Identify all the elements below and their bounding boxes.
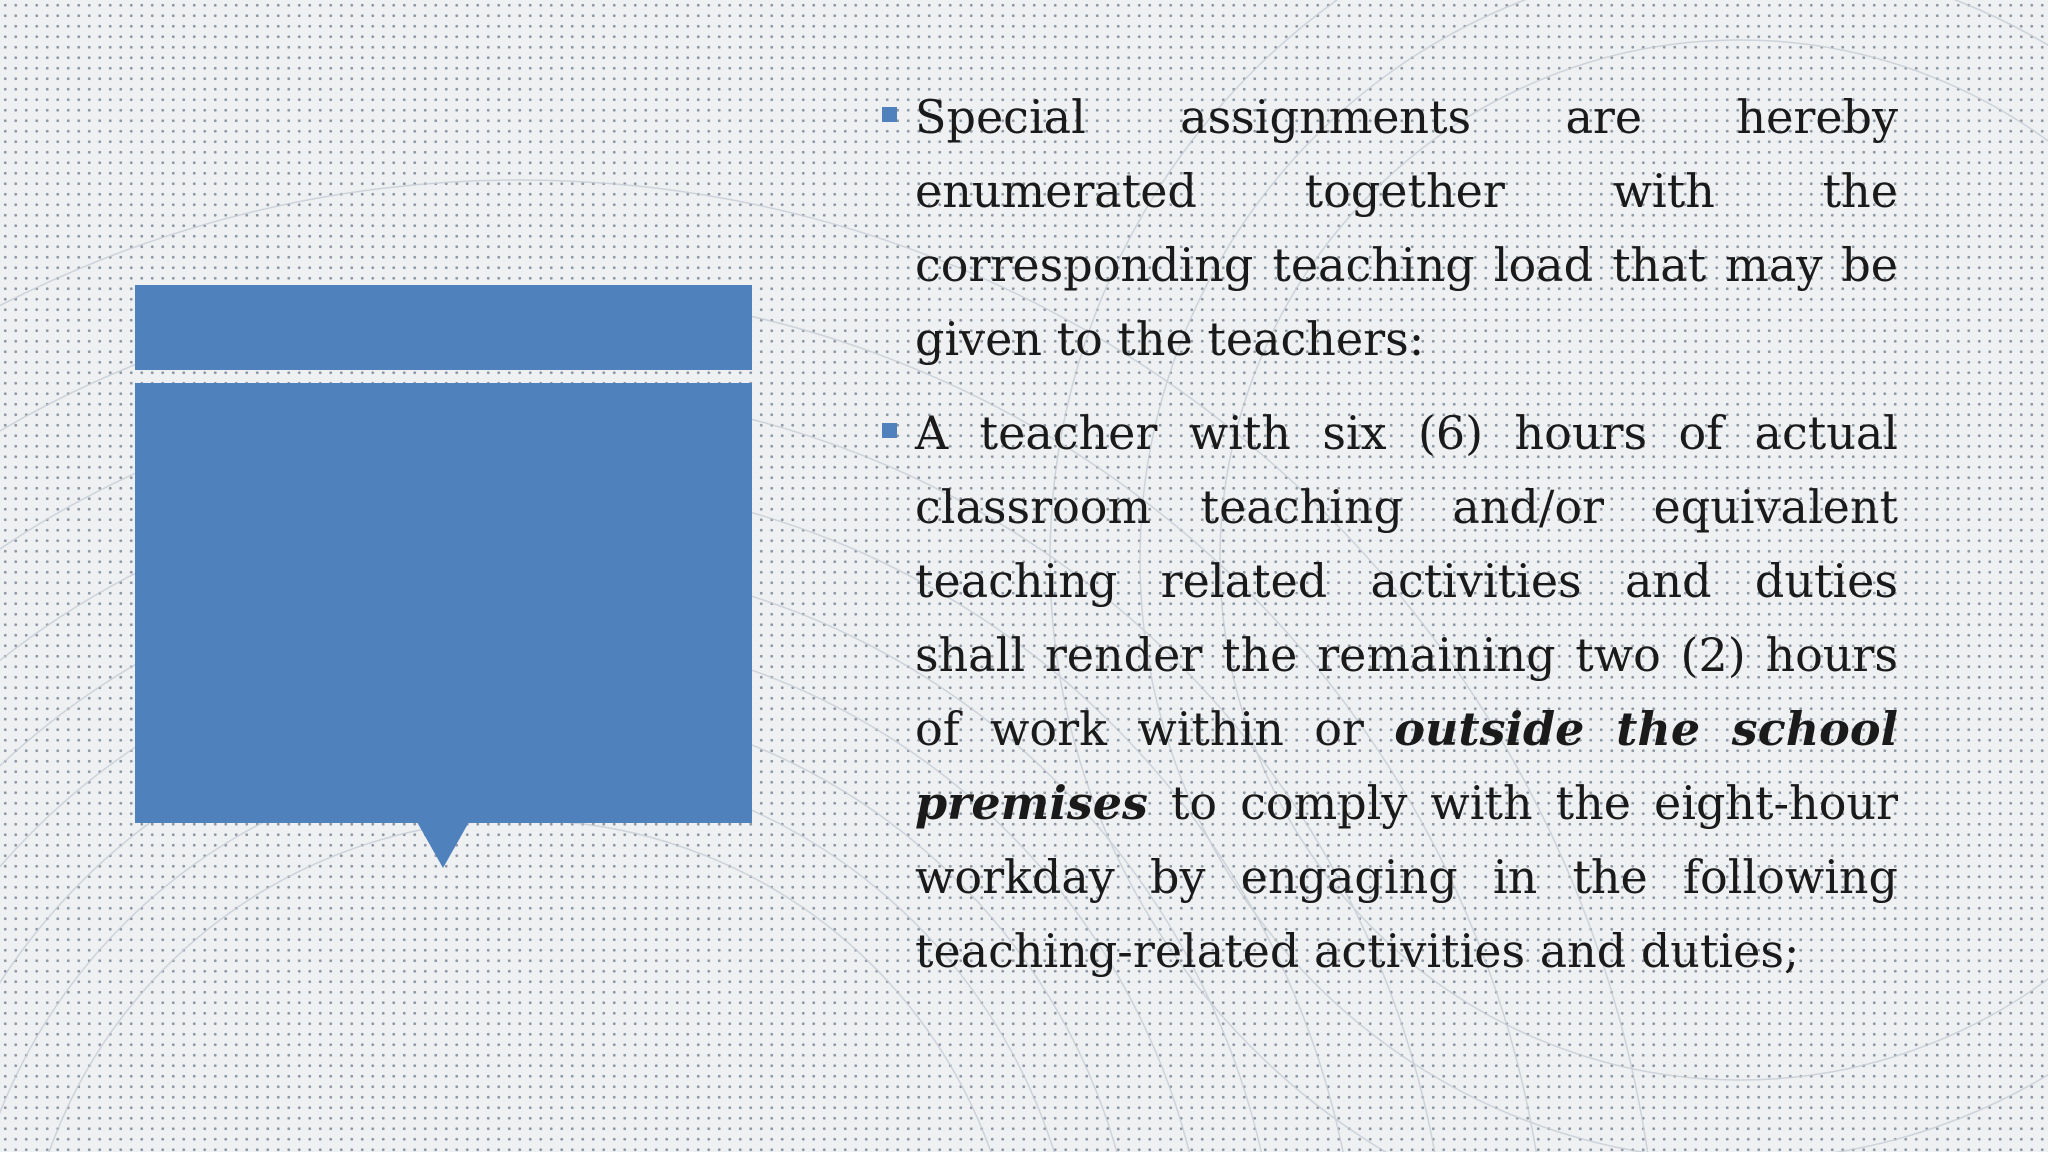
square-bullet-icon bbox=[882, 423, 897, 438]
bullet-item-teacher-hours bbox=[878, 396, 1898, 988]
bullet-text-end: to comply with the eight-hour workday by engaging in the following teaching-related activities and duties; bbox=[915, 776, 1898, 978]
bullet-text-start: A teacher with six (6) hours of actual classroom teaching and/or equivalent teaching related activities and duties shall render the remaining two (2) hours of work within or bbox=[915, 406, 1898, 756]
callout-box bbox=[135, 383, 752, 823]
bullet-list bbox=[878, 80, 1898, 1008]
bullet-text-emphasis: outside the school premises bbox=[915, 702, 1898, 830]
square-bullet-icon bbox=[882, 107, 897, 122]
callout-pointer bbox=[417, 822, 469, 868]
bullet-item-special-assignments bbox=[878, 80, 1898, 376]
callout-header-bar bbox=[135, 285, 752, 370]
bullet-text: Special assignments are hereby enumerated together with the corresponding teaching load that may be given to the teachers: bbox=[915, 90, 1898, 366]
